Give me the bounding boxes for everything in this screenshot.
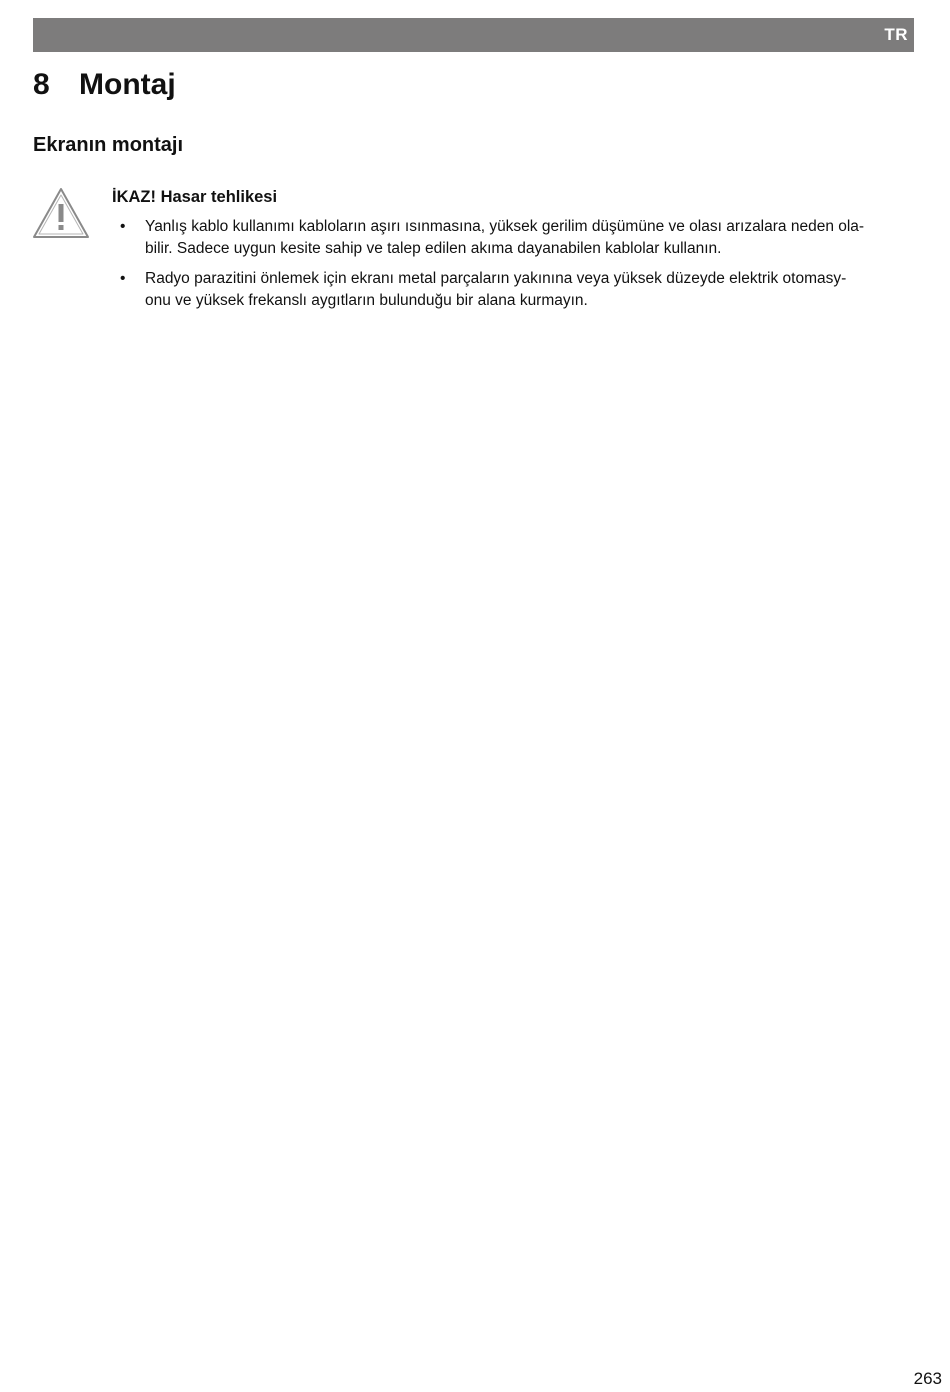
bullet-icon: • [120,270,126,287]
list-item [112,216,912,260]
bullet-icon: • [120,218,126,235]
page-number: 263 [913,1369,942,1388]
chapter-title: Montaj [79,68,176,101]
language-tag: TR [884,25,908,44]
bullet-text-line: Yanlış kablo kullanımı kabloların aşırı ısınmasına, yüksek gerilim düşümüne ve olası arızalara neden ola- [145,218,865,235]
warning-block [112,186,912,320]
warning-title: İKAZ! Hasar tehlikesi [112,188,278,206]
section-title: Ekranın montajı [33,134,184,156]
list-item [112,268,912,312]
header-bar [33,18,914,52]
chapter-heading [33,66,176,104]
bullet-text-line: bilir. Sadece uygun kesite sahip ve talep edilen akıma dayanabilen kablolar kullanın. [145,240,722,257]
chapter-number: 8 [33,68,50,101]
warning-bullet-list [112,216,912,312]
bullet-text-line: Radyo parazitini önlemek için ekranı metal parçaların yakınına veya yüksek düzeyde elektrik otomasy- [145,270,847,287]
bullet-text-line: onu ve yüksek frekanslı aygıtların bulunduğu bir alana kurmayın. [145,292,588,309]
warning-triangle-icon [31,186,91,240]
